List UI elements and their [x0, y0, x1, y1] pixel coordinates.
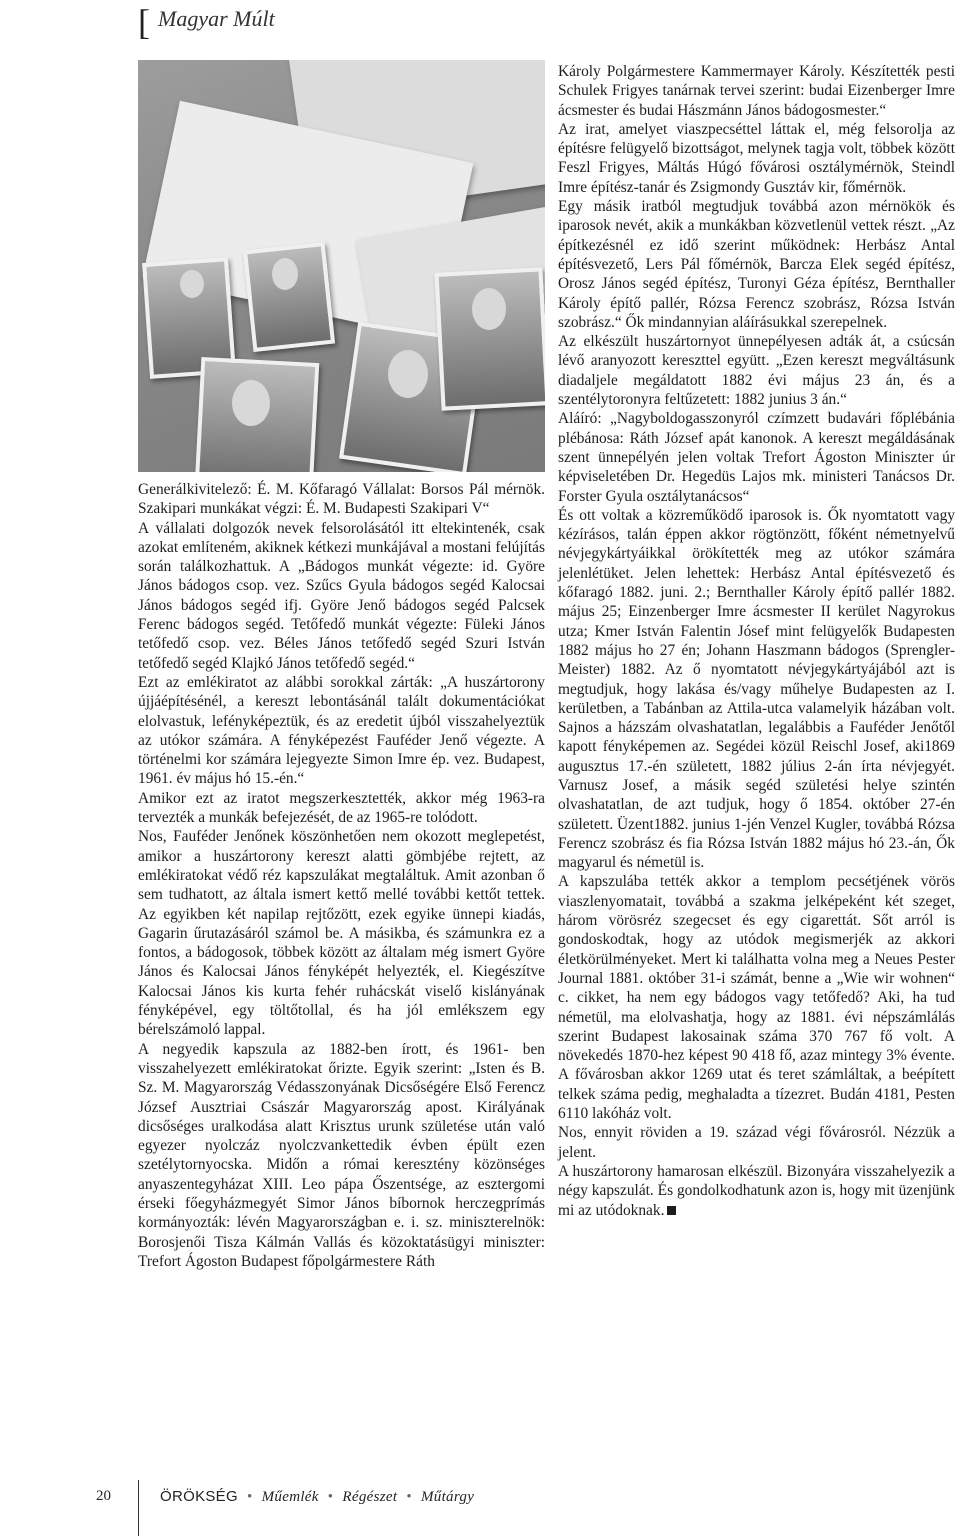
footer-brand	[160, 1488, 474, 1506]
paragraph: Az elkészült huszártornyot ünnepélyesen adták át, a csúcsán lévő aranyozott kereszttel együtt. „Ezen kereszt megváltásunk diadaljele megáldatott 1882 évi május 23 án, és a szentélytoronyra feltűzetett: 1882 junius 3 án.“	[558, 333, 955, 409]
end-mark-icon	[667, 1206, 676, 1215]
paragraph: A negyedik kapszula az 1882-ben írott, és 1961- ben visszahelyezett emlékiratokat őrizte. Egyik szerint: „Isten és B. Sz. M. Magyarország Védasszonyának Dicsőségére Első Ferencz József Ausztriai Császár Magyarország apost. Királyának dicsőséges uralkodása alatt Krisztus urunk születése után való egyezer nyolczáz nyolczvankettedik évben épült ezen szetélytornyocska. Midőn a római keresztény közönséges anyaszentegyházat XIII. Leo pápa Őszentsége, az esztergomi érseki főegyházmegyét Simor János bíbornok herczegprímás kormányozták: lévén Magyarországban e. i. sz. miniszterelnök: Borosjenői Tisza Kálmán Vallás és közoktatásügyi miniszter: Trefort Ágoston Budapest főpolgármestere Ráth	[138, 1040, 545, 1270]
paragraph: És ott voltak a közreműködő iparosok is. Ők nyomtatott vagy kézírásos, talán éppen akkor rögtönzött, főként németnyelvű névjegykártyáikkal örökítették meg az utókor számára jelenlétüket. Jelen lehettek: Herbász Antal építésvezető és kőfaragó 1882. juni. 2.; Bernthaller Károly építő pallér 1882. május 25; Einzenberger Imre ácsmester II kerület Nagyrokus utza; Kmer István Falentin Jósef mint felügyelők Budapesten 1882 május ho 27 én; Johann Haszmann bádogos (Sprengler-Meister) 1882. Az ő nyomtatott névjegykártyájából azt is megtudjuk, hogy lakása és/vagy műhelye Budapesten az I. kerületben, a Tabánban az Attila-utca valamelyik házában volt. Sajnos a házszám olvashatatlan, legalábbis a Fauféder Jenőtől kapott fényképemen az. Segédei közül Reischl Josef, aki1869 augusztus 17.-én született, 1882 július 2-án írta névjegyét. Varnusz Josef, a másik segéd születési helye szintén olvashatatlan, de azt tudjuk, hogy ő 1854. október 27-én született. Üzent1882. junius 1-jén Venzel Kugler, továbbá Rózsa Ferencz szobrász és fia Rózsa István 1882 május hó 23.-án, Ők magyarul és németül is.	[558, 506, 955, 872]
final-text: A huszártorony hamarosan elkészül. Bizonyára visszahelyezik a négy kapszulát. És gondolkodhatunk azon is, hogy mit üzenjünk mi az utódoknak.	[558, 1162, 955, 1219]
bullet-separator: •	[406, 1489, 412, 1505]
article-photo	[138, 60, 545, 472]
footer-rule	[138, 1480, 139, 1536]
brand-sub-3: Műtárgy	[420, 1489, 475, 1505]
paragraph: Ezt az emlékiratot az alábbi sorokkal zárták: „A huszártorony újjáépítésénél, a kereszt lebontásánál talált dokumentációkat elolvastuk, lefényképeztük, és az eredetit újból visszahelyeztük az utókor számára. A fényképezést Fauféder Jenő végezte. A történelmi kor számára lejegyezte Simon Imre ép. vez. Budapest, 1961. év május hó 15.-én.“	[138, 673, 545, 788]
paragraph: Egy másik iratból megtudjuk továbbá azon mérnökök és iparosok nevét, akik a munkákban közvetlenül vettek részt. „Az építkezésnél ez idő szerint működnek: Herbász Antal építésvezető, Lers Pál főmérnök, Barcza Elek segéd építész, Orosz János segéd építész, Turonyi Géza építész, Bernthaller Károly építő pallér, Rózsa Ferencz szobrász, Rózsa István szobrász.“ Ők mindannyian aláírásukkal szerepelnek.	[558, 198, 955, 331]
paragraph: Amikor ezt az iratot megszerkesztették, akkor még 1963-ra tervezték a munkák befejezését, de az 1965-re tolódott.	[138, 789, 545, 827]
page-footer	[0, 1488, 960, 1528]
paragraph: Generálkivitelező: É. M. Kőfaragó Vállalat: Borsos Pál mérnök. Szakipari munkákat végzi: É. M. Budapesti Szakipari V“	[138, 481, 545, 518]
paragraph: Az irat, amelyet viaszpecséttel láttak el, még felsorolja az építésre felügyelő bizottságot, melynek tagja volt, többek között Feszl Frigyes, Máltás Húgó fővárosi osztálymérnök, Steindl Imre építész-tanár és Zsigmondy Gusztáv kir, főmérnök.	[558, 120, 955, 196]
paragraph: Nos, Fauféder Jenőnek köszönhetően nem okozott meglepetést, amikor a huszártorony kereszt alatti gömbjébe rejtett, az emlékiratokat védő réz kapszulákat megtaláltuk. Amit azonban ő sem tudhatott, az általa ismert kettő mellé további kettőt tettek. Az egyikben két napilap rejtőzött, ezek egyike ünnepi kiadás, Gagarin űrutazásáról számol be. A másikba, és számunkra ez a fontos, a bádogosok, többek között az általam még ismert Györe János és Kalocsai János fényképét helyezték, el. Kiegészítve Kalocsai János kis kurta fehér ruhácskát viselő kislányának fényképével, egy töltőtollal, és ha jól emlékszem egy bérelszámoló lappal.	[138, 828, 545, 1039]
left-column	[138, 480, 545, 1271]
brand-name: ÖRÖKSÉG	[160, 1488, 238, 1505]
section-title: Magyar Múlt	[158, 6, 275, 31]
header-bracket: [	[138, 2, 150, 42]
brand-sub-2: Régészet	[342, 1489, 398, 1505]
paragraph: Károly Polgármestere Kammermayer Károly. Készítették pesti Schulek Frigyes tanárnak tervei szerint: budai Eizenberger Imre ácsmester és budai Hászmánn János bádogosmester.“	[558, 63, 955, 119]
bullet-separator: •	[247, 1489, 253, 1505]
page-header	[138, 0, 438, 40]
paragraph: Nos, ennyit röviden a 19. század végi fővárosról. Nézzük a jelent.	[558, 1124, 955, 1161]
paragraph: A kapszulába tették akkor a templom pecsétjének vörös viaszlenyomatait, továbbá a szakma jelképeként két szeget, három vörösréz szegecset és egy cigarettát. Sőt arról is gondoskodtak, hogy az utódok megismerjék az akkori életkörülményeket. Mert ki találhatta volna meg a Neues Pester Journal 1881. október 31-i számát, benne a „Wie wir wohnen“ c. cikket, ha nem egy bádogos vagy tetőfedő? Aki, ha tud németül, ma elolvashatja, hogy az 1881. évi népszámlálás szerint Budapest lakosainak száma 370 767 fő volt. A növekedés 1870-hez képest 90 418 fő, azaz mintegy 3% évente. A fővárosban akkor 1269 utat és teret számláltak, a beépített telkek száma pedig, meghaladta a tízezret. Budán 4181, Pesten 6110 lakóház volt.	[558, 873, 955, 1123]
brand-sub-1: Műemlék	[261, 1489, 319, 1505]
paragraph: Aláíró: „Nagyboldogasszonyról czímzett budavári főplébánia plébánosa: Ráth József apát kanonok. A kereszt megáldásának szent ünnepélyén jelen voltak Trefort Ágoston Miniszter úr képviseletében Dr. Hegedüs Lajos mk. ministeri Tanácsos Dr. Forster Gyula osztálytanácsos“	[558, 410, 955, 505]
right-column	[558, 62, 955, 1220]
page-number: 20	[96, 1488, 111, 1504]
paragraph: A vállalati dolgozók nevek felsorolásától itt eltekintenék, csak azokat említeném, akiknek kétkezi munkájával a mostani felújítás során találkozhattuk. A „Bádogos munkát végezte: id. Györe János bádogos csop. vez. Szűcs Gyula bádogos segéd Kalocsai János bádogos segéd ifj. Györe Jenő bádogos segéd Palcsek Ferenc bádogos segéd. Tetőfedő munkát végezte: Füleki János tetőfedő csop. vez. Béles János tetőfedő segéd Szuri István tetőfedő segéd Klajkó János tetőfedő segéd.“	[138, 519, 545, 672]
bullet-separator: •	[327, 1489, 334, 1505]
paragraph-final	[558, 1162, 955, 1220]
